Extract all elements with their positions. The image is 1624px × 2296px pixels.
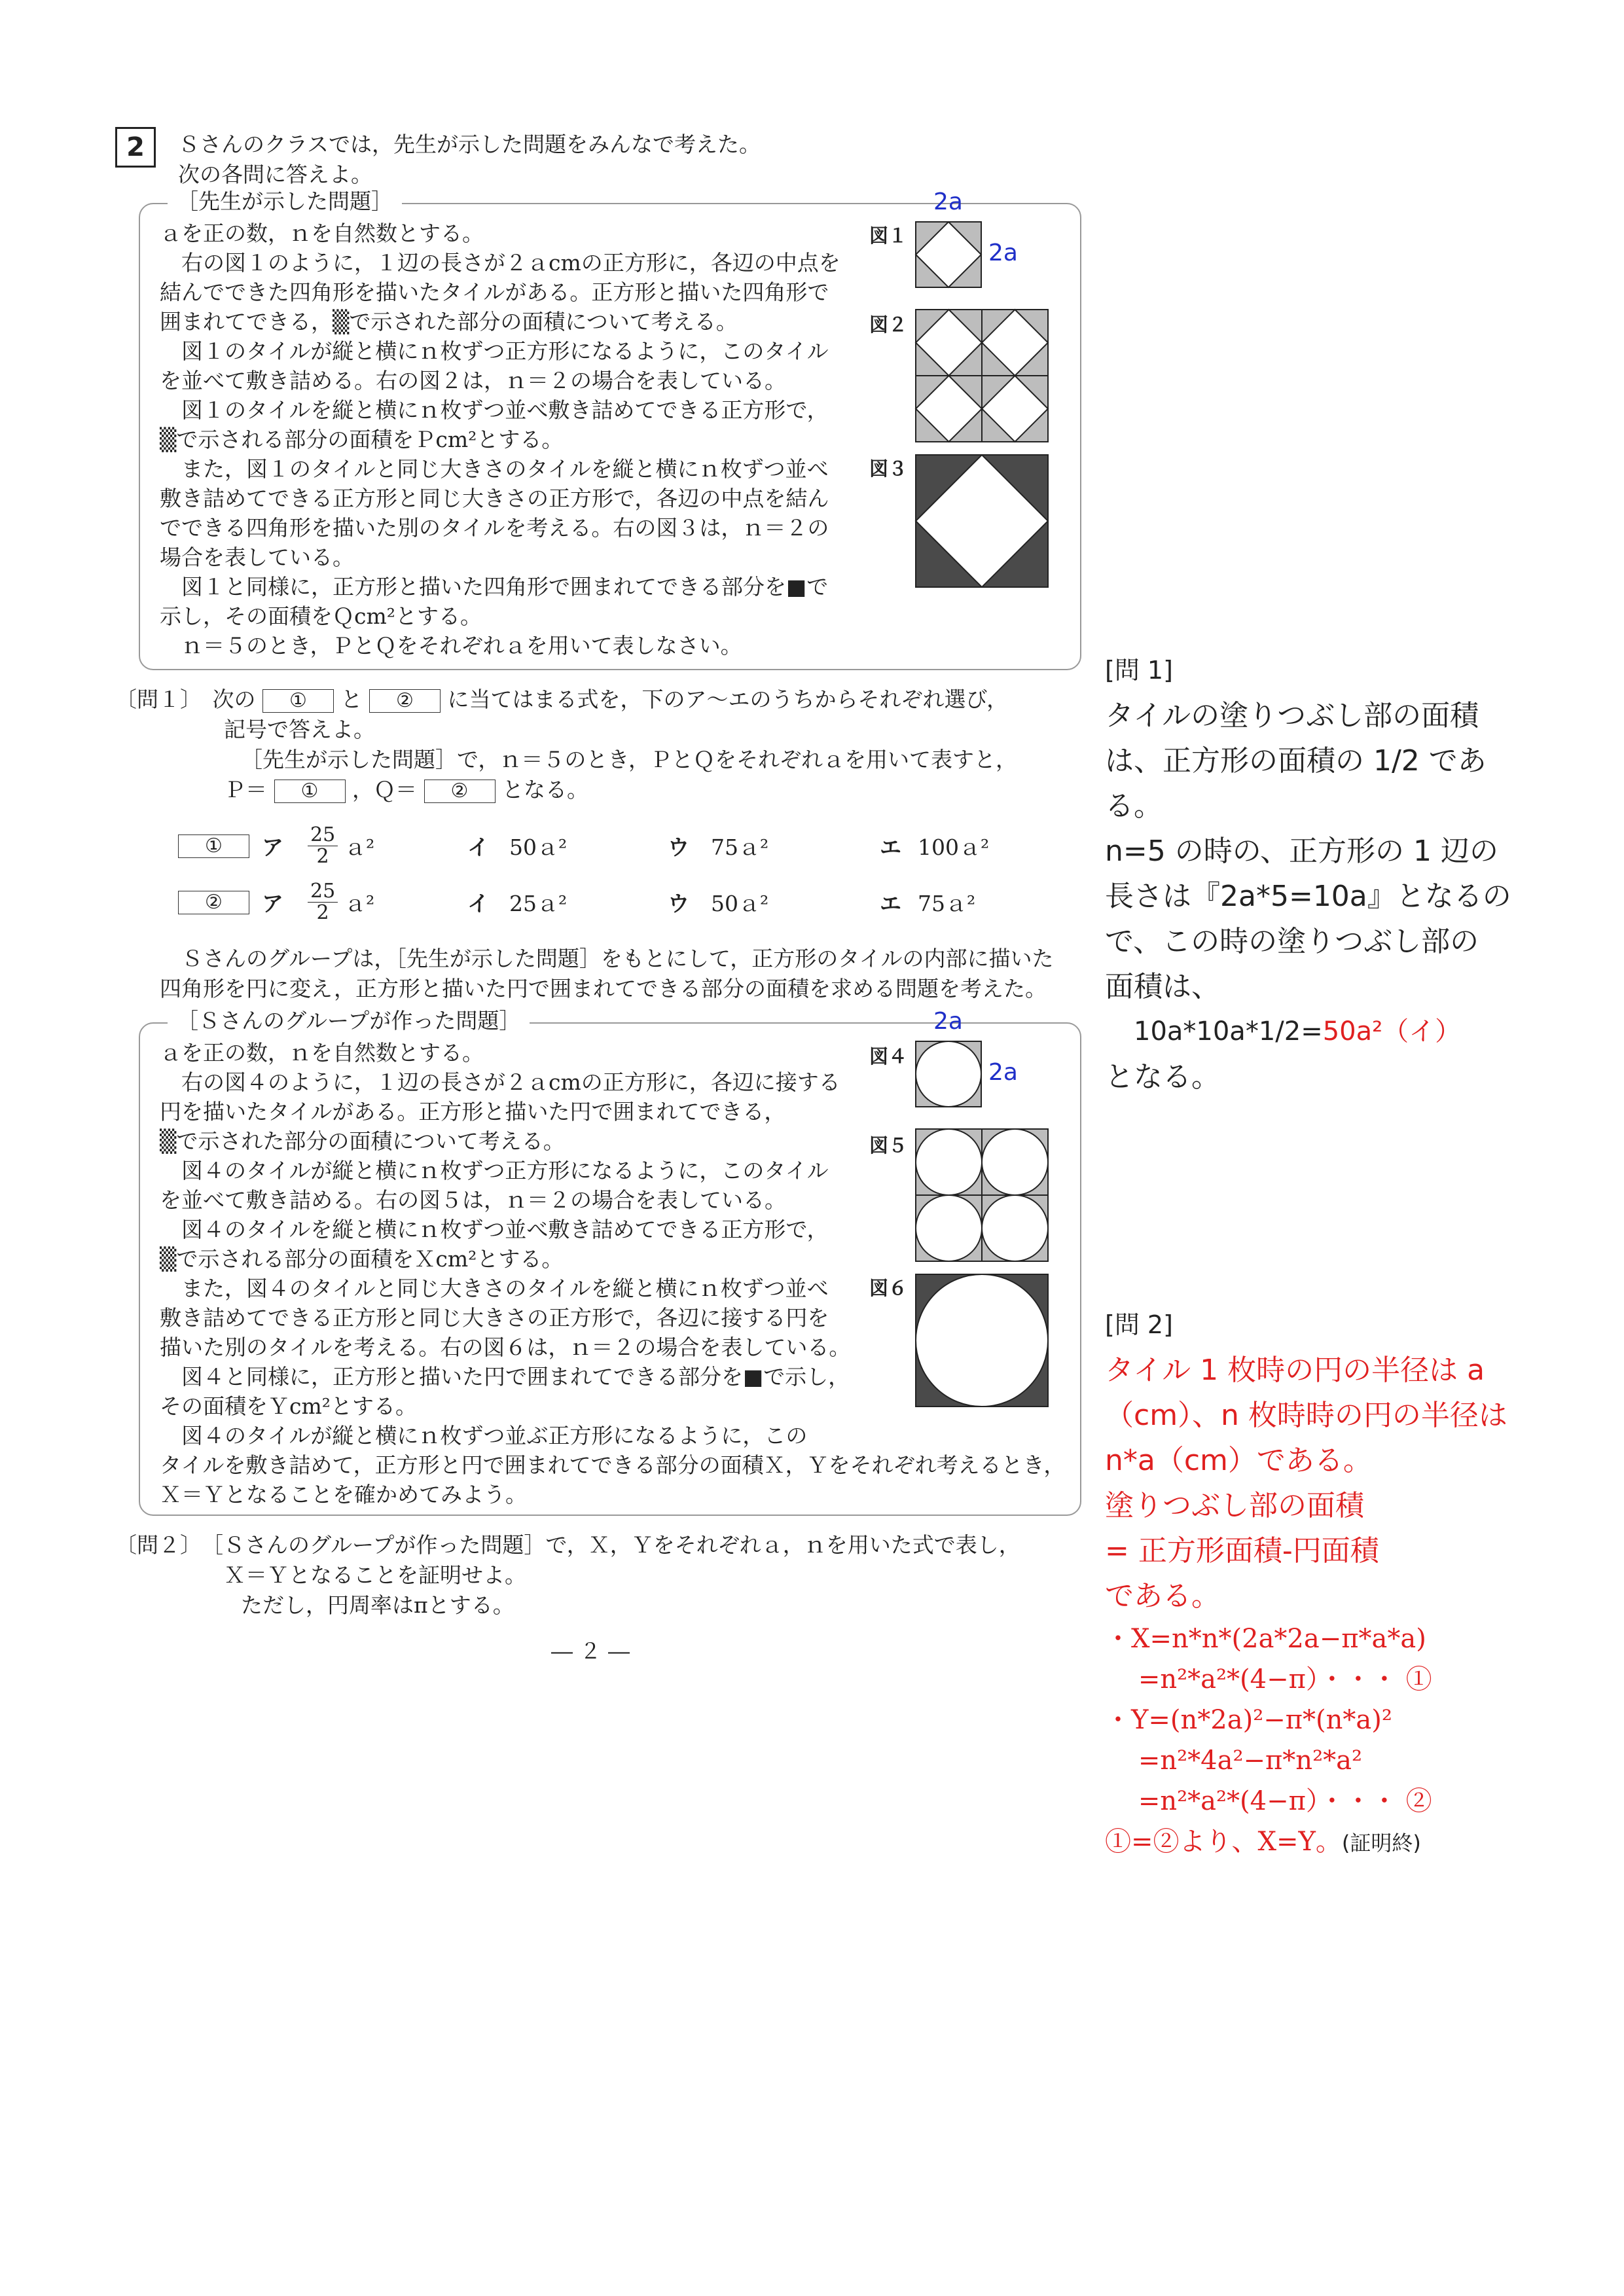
text-line: 右の図４のように，１辺の長さが２ａcmの正方形に，各辺に接する bbox=[160, 1069, 840, 1095]
text-line: ａを正の数，ｎを自然数とする。 bbox=[160, 221, 484, 246]
q1-line-1 bbox=[115, 685, 1008, 714]
text-line: 敷き詰めてできる正方形と同じ大きさの正方形で，各辺の中点を結ん bbox=[160, 486, 829, 511]
fig6-tile-diagram bbox=[915, 1274, 1049, 1407]
answer-line: （cm）、n 枚時時の円の半径は bbox=[1105, 1399, 1507, 1432]
q2-line-1: 〔問２〕 ［Ｓさんのグループが作った問題］で，Ｘ，Ｙをそれぞれａ，ｎを用いた式で表し， bbox=[115, 1532, 1020, 1558]
answer-line: は、正方形の面積の 1/2 であ bbox=[1105, 744, 1487, 778]
text-line: でできる四角形を描いた別のタイルを考える。右の図３は，ｎ＝２の bbox=[160, 515, 829, 541]
text-line: 右の図１のように，１辺の長さが２ａcmの正方形に，各辺の中点を bbox=[160, 250, 840, 276]
conclusion: ①=②より、X=Y。 bbox=[1105, 1827, 1342, 1857]
choice-b-label: イ bbox=[467, 891, 489, 916]
q1-line-2: 記号で答えよ。 bbox=[224, 717, 375, 742]
text-line: 図４のタイルを縦と横にｎ枚ずつ並べ敷き詰めてできる正方形で， bbox=[160, 1217, 829, 1242]
answer1-calculation bbox=[1105, 1009, 1511, 1054]
fig5-label: 図５ bbox=[869, 1134, 908, 1157]
answer-line: = 正方形面積-円面積 bbox=[1105, 1534, 1379, 1568]
calculation-expression: 10a*10a*1/2= bbox=[1134, 1016, 1323, 1047]
choice-box: ② bbox=[178, 891, 249, 914]
fig2-label: 図２ bbox=[869, 314, 908, 336]
fig3-tile-diagram bbox=[915, 454, 1049, 588]
text-line: 図１と同様に，正方形と描いた四角形で囲まれてできる部分を■で bbox=[160, 574, 829, 600]
text-line: その面積をＹcm²とする。 bbox=[160, 1393, 418, 1419]
group-problem-label: ［Ｓさんのグループが作った問題］ bbox=[168, 1008, 530, 1034]
q2-line-2: Ｘ＝Ｙとなることを証明せよ。 bbox=[224, 1562, 526, 1588]
answer1-block bbox=[1105, 648, 1511, 1100]
teacher-problem-text bbox=[160, 219, 840, 660]
fraction-denominator: 2 bbox=[316, 845, 329, 868]
teacher-problem-label: ［先生が示した問題］ bbox=[168, 188, 402, 215]
p-equals: Ｐ＝ bbox=[224, 777, 267, 802]
fraction-denominator: 2 bbox=[316, 901, 329, 924]
question-number: 2 bbox=[115, 127, 156, 168]
math-line: =n²*4a²−π*n²*a² bbox=[1105, 1746, 1362, 1776]
transition-line-1: Ｓさんのグループは，［先生が示した問題］をもとにして，正方形のタイルの内部に描いた bbox=[160, 946, 1054, 971]
text-line: 円を描いたタイルがある。正方形と描いた円で囲まれてできる， bbox=[160, 1099, 786, 1124]
blank-box-1: ① bbox=[274, 780, 346, 803]
choice-b-value: 50ａ² bbox=[509, 834, 568, 860]
choice-box: ① bbox=[178, 834, 249, 858]
q1-prefix: 〔問１〕 次の bbox=[115, 687, 256, 712]
answer2-block bbox=[1105, 1302, 1507, 1863]
text-line: 図４のタイルが縦と横にｎ枚ずつ正方形になるように，このタイル bbox=[160, 1158, 829, 1183]
fig1-side-note: 2a bbox=[988, 240, 1018, 266]
answer-line: である。 bbox=[1105, 1579, 1220, 1613]
answer-line: る。 bbox=[1105, 789, 1163, 823]
fig1-label: 図１ bbox=[869, 224, 908, 247]
text-line: Ｘ＝Ｙとなることを確かめてみよう。 bbox=[160, 1482, 527, 1507]
fig4-top-note: 2a bbox=[933, 1008, 963, 1035]
intro-line-2: 次の各問に答えよ。 bbox=[178, 162, 372, 187]
blank-box-1: ① bbox=[262, 689, 334, 713]
q-equals: ，Ｑ＝ bbox=[352, 777, 417, 802]
answer2-heading: [問 2] bbox=[1105, 1310, 1173, 1339]
text-line: を並べて敷き詰める。右の図２は，ｎ＝２の場合を表している。 bbox=[160, 368, 786, 393]
fig6-label: 図６ bbox=[869, 1277, 908, 1299]
text-line: 敷き詰めてできる正方形と同じ大きさの正方形で，各辺に接する円を bbox=[160, 1305, 829, 1331]
conclusion-line bbox=[1105, 1821, 1507, 1863]
math-line: ・X=n*n*(2a*2a−π*a*a) bbox=[1105, 1624, 1426, 1654]
answer1-heading: [問 1] bbox=[1105, 656, 1173, 685]
choice-b-value: 25ａ² bbox=[509, 891, 568, 916]
fig4-tile-diagram bbox=[915, 1041, 982, 1107]
answer-line: n*a（cm）である。 bbox=[1105, 1444, 1372, 1477]
choice-d-value: 75ａ² bbox=[918, 891, 976, 916]
math-line: =n²*a²*(4−π）・・・ ② bbox=[1105, 1786, 1432, 1816]
choice-a-fraction bbox=[308, 825, 338, 867]
page-number: ― ２ ― bbox=[551, 1638, 630, 1664]
text-line: 描いた別のタイルを考える。右の図６は，ｎ＝２の場合を表している。 bbox=[160, 1335, 851, 1360]
fig1-top-note: 2a bbox=[933, 188, 963, 215]
text-line: 場合を表している。 bbox=[160, 545, 354, 570]
blank-box-2: ② bbox=[369, 689, 441, 713]
fraction-numerator: 25 bbox=[308, 881, 338, 903]
text-line: 示し，その面積をＱcm²とする。 bbox=[160, 603, 482, 629]
answer-line: 面積は、 bbox=[1105, 970, 1220, 1003]
text-line: ▒で示される部分の面積をＸcm²とする。 bbox=[160, 1246, 564, 1272]
conclusion-note: (証明終) bbox=[1341, 1831, 1421, 1856]
calculation-result: 50a²（イ） bbox=[1322, 1016, 1462, 1047]
text-line: タイルを敷き詰めて，正方形と円で囲まれてできる部分の面積Ｘ，Ｙをそれぞれ考えるとき， bbox=[160, 1452, 1066, 1478]
fig3-label: 図３ bbox=[869, 457, 908, 480]
text-line: また，図４のタイルと同じ大きさのタイルを縦と横にｎ枚ずつ並べ bbox=[160, 1276, 829, 1301]
choice-a-variable: ａ² bbox=[344, 891, 375, 916]
answer-line: タイルの塗りつぶし部の面積 bbox=[1105, 699, 1479, 732]
fraction-numerator: 25 bbox=[308, 825, 338, 846]
choice-c-label: ウ bbox=[668, 834, 689, 860]
fig4-side-note: 2a bbox=[988, 1059, 1018, 1086]
fig1-tile-diagram bbox=[915, 221, 982, 288]
answer-line: n=5 の時の、正方形の 1 辺の bbox=[1105, 834, 1498, 868]
q1-instruction: に当てはまる式を，下のア～エのうちからそれぞれ選び， bbox=[447, 687, 1009, 712]
text-line: また，図１のタイルと同じ大きさのタイルを縦と横にｎ枚ずつ並べ bbox=[160, 456, 829, 482]
choice-b-label: イ bbox=[467, 834, 489, 860]
answer-line: となる。 bbox=[1105, 1060, 1220, 1094]
choice-c-label: ウ bbox=[668, 891, 689, 916]
q1-line-4 bbox=[224, 775, 588, 804]
answer-line: タイル 1 枚時の円の半径は a bbox=[1105, 1354, 1485, 1387]
fig2-tiles-diagram bbox=[915, 309, 1049, 442]
text-line: ▒で示される部分の面積をＰcm²とする。 bbox=[160, 427, 564, 452]
choice-d-label: エ bbox=[880, 891, 901, 916]
choice-a-label: ア bbox=[262, 891, 283, 916]
text-line: を並べて敷き詰める。右の図５は，ｎ＝２の場合を表している。 bbox=[160, 1187, 786, 1213]
text-line: 図４と同様に，正方形と描いた円で囲まれてできる部分を■で示し， bbox=[160, 1364, 850, 1390]
text-line: ｎ＝５のとき，ＰとＱをそれぞれａを用いて表しなさい。 bbox=[160, 633, 742, 658]
choice-d-label: エ bbox=[880, 834, 901, 860]
answer-line: 長さは『2a*5=10a』となるの bbox=[1105, 880, 1511, 913]
text-line: 結んでできた四角形を描いたタイルがある。正方形と描いた四角形で bbox=[160, 279, 829, 305]
text-line: ａを正の数，ｎを自然数とする。 bbox=[160, 1040, 484, 1066]
choice-a-label: ア bbox=[262, 834, 283, 860]
q1-line-3: ［先生が示した問題］で，ｎ＝５のとき，ＰとＱをそれぞれａを用いて表すと， bbox=[241, 747, 1018, 772]
blank-box-2: ② bbox=[424, 780, 496, 803]
q1-end: となる。 bbox=[502, 777, 588, 802]
text-line: ▒で示された部分の面積について考える。 bbox=[160, 1128, 565, 1154]
text-line: 図１のタイルを縦と横にｎ枚ずつ並べ敷き詰めてできる正方形で， bbox=[160, 397, 829, 423]
choice-c-value: 50ａ² bbox=[711, 891, 769, 916]
math-line: ・Y=(n*2a)²−π*(n*a)² bbox=[1105, 1705, 1392, 1735]
q2-line-3: ただし，円周率はπとする。 bbox=[241, 1592, 514, 1618]
answer-line: で、この時の塗りつぶし部の bbox=[1105, 925, 1479, 958]
text-line: 囲まれてできる，▒で示された部分の面積について考える。 bbox=[160, 309, 738, 334]
choice-a-fraction bbox=[308, 881, 338, 924]
text-line: 図１のタイルが縦と横にｎ枚ずつ正方形になるように，このタイル bbox=[160, 338, 829, 364]
text-line: 図４のタイルが縦と横にｎ枚ずつ並ぶ正方形になるように，この bbox=[160, 1423, 808, 1448]
choice-c-value: 75ａ² bbox=[711, 834, 769, 860]
choice-a-variable: ａ² bbox=[344, 834, 375, 860]
fig4-label: 図４ bbox=[869, 1045, 908, 1067]
math-line: =n²*a²*(4−π）・・・ ① bbox=[1105, 1664, 1432, 1695]
q1-and: と bbox=[340, 687, 363, 712]
intro-line-1: Ｓさんのクラスでは，先生が示した問題をみんなで考えた。 bbox=[178, 132, 761, 157]
answer-line: 塗りつぶし部の面積 bbox=[1105, 1489, 1364, 1522]
fig5-tiles-diagram bbox=[915, 1128, 1049, 1262]
choice-d-value: 100ａ² bbox=[918, 834, 990, 860]
choices-row-2 bbox=[178, 881, 996, 927]
transition-line-2: 四角形を円に変え，正方形と描いた円で囲まれてできる部分の面積を求める問題を考えた。 bbox=[160, 976, 1047, 1001]
choices-row-1 bbox=[178, 825, 996, 870]
